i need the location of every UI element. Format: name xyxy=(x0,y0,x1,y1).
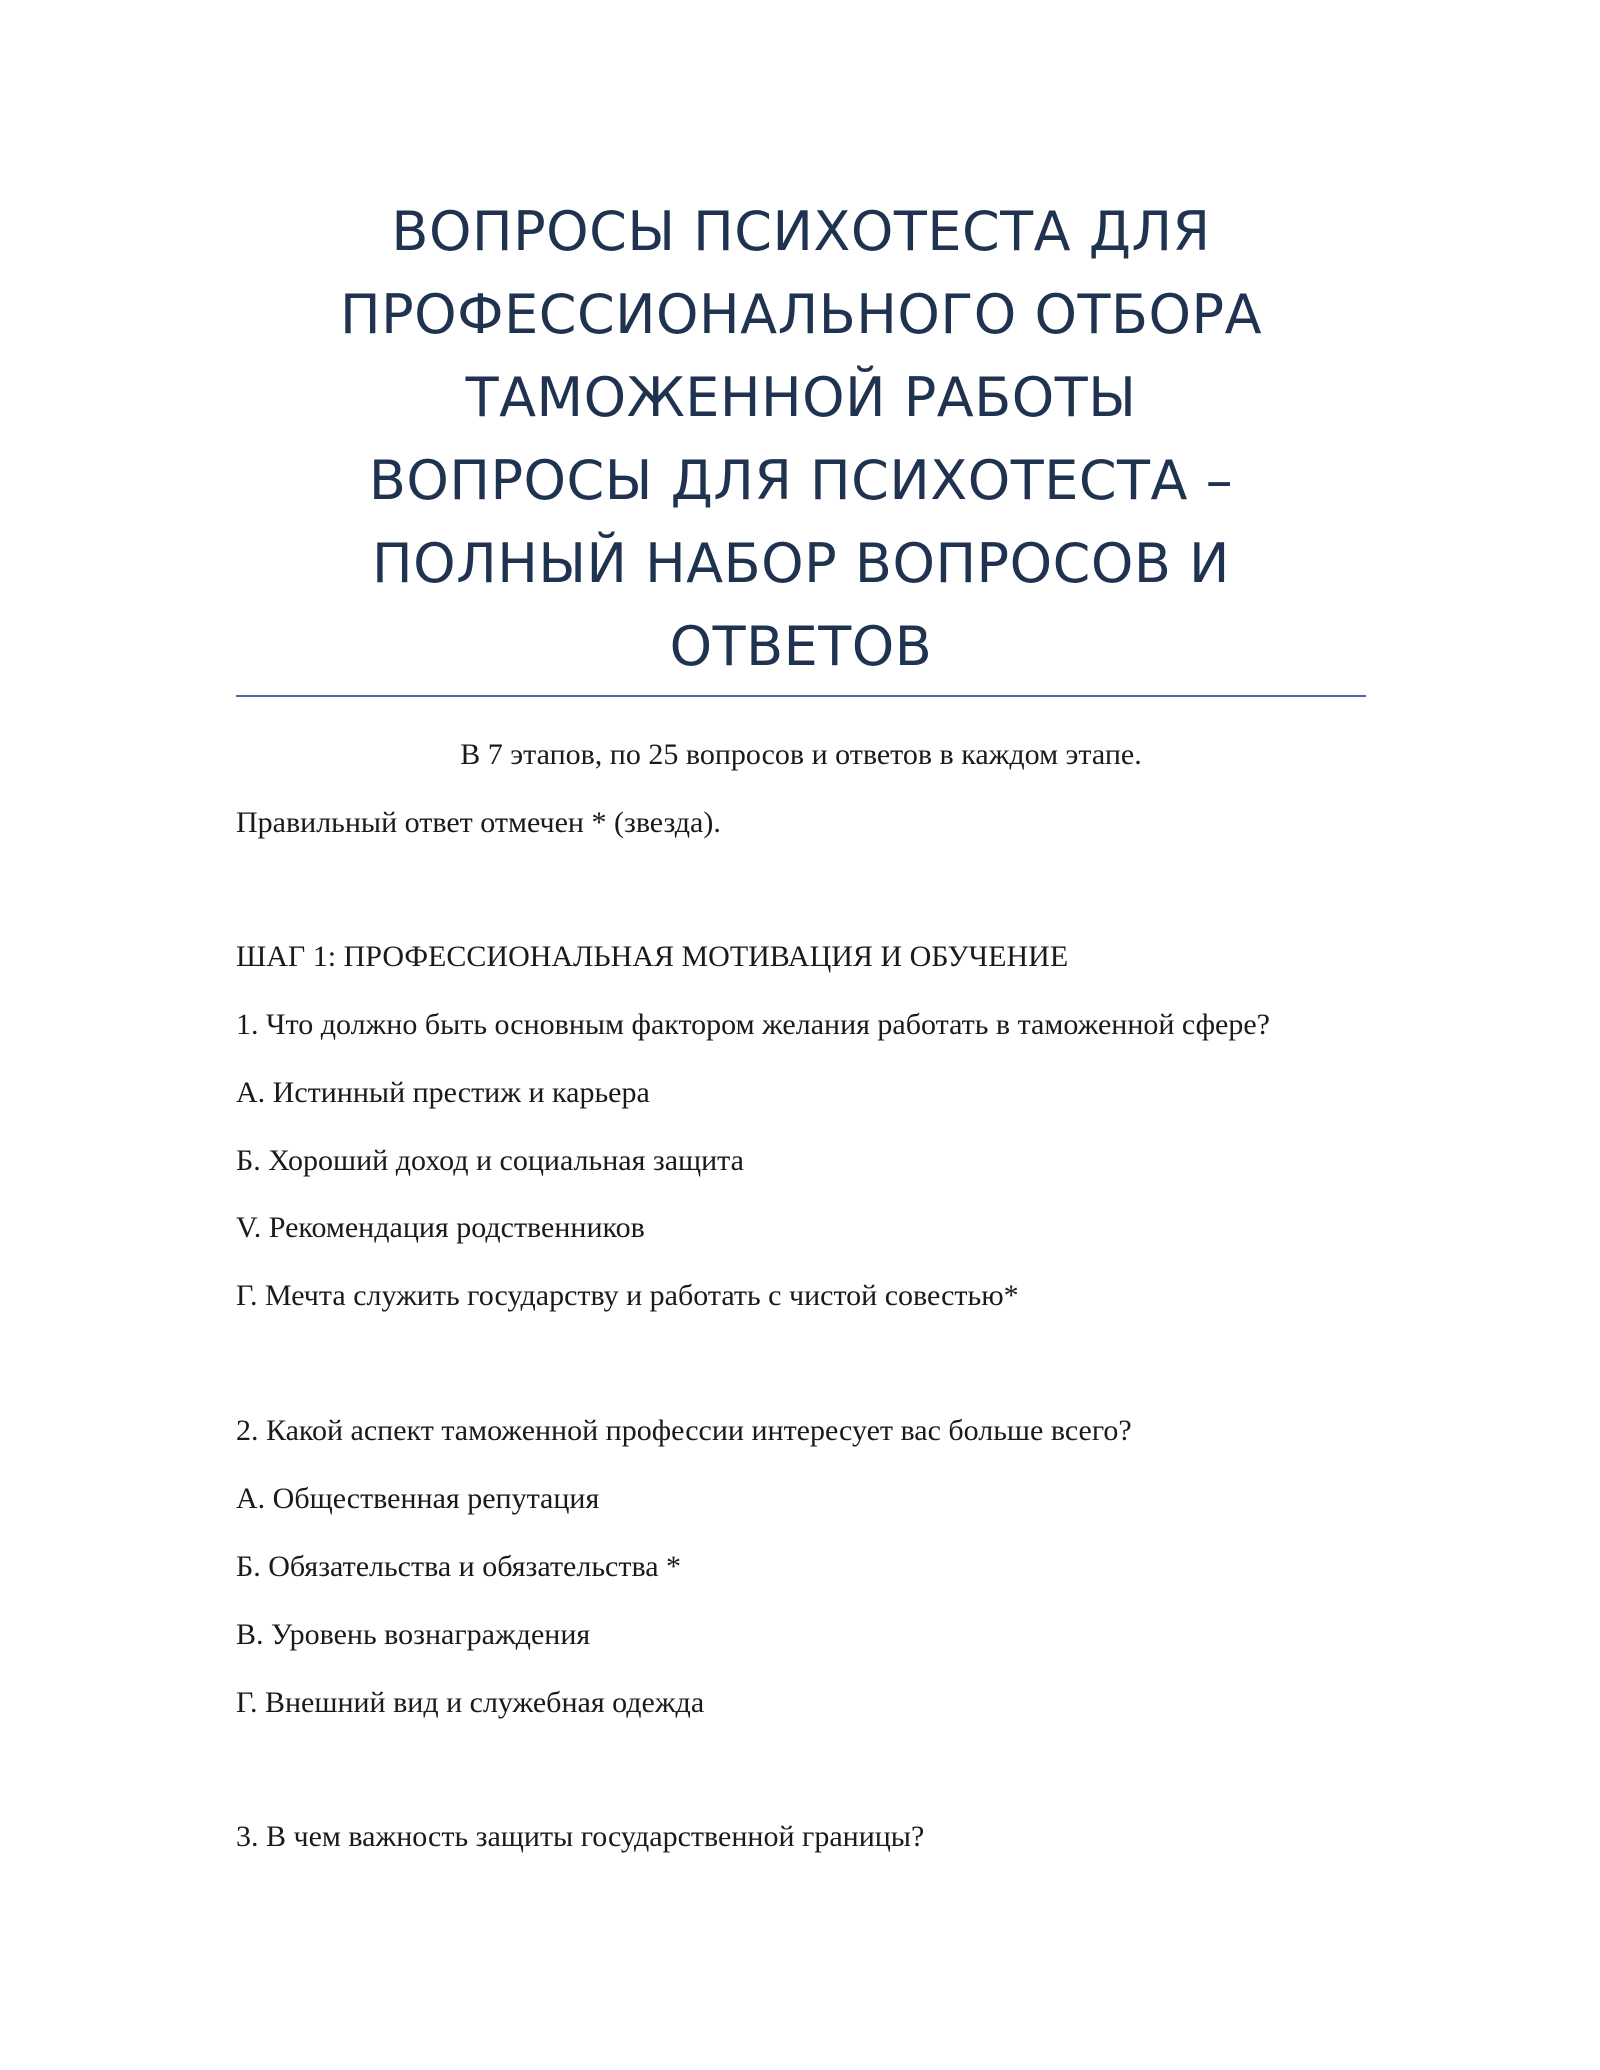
answer-option: Г. Внешний вид и служебная одежда xyxy=(236,1686,705,1719)
title-divider xyxy=(236,695,1366,697)
title-line: ВОПРОСЫ ПСИХОТЕСТА ДЛЯ xyxy=(391,200,1211,263)
note-paragraph: Правильный ответ отмечен * (звезда). xyxy=(236,806,721,839)
title-line: ТАМОЖЕННОЙ РАБОТЫ xyxy=(465,366,1137,429)
answer-option: А. Общественная репутация xyxy=(236,1482,600,1515)
answer-option: Б. Обязательства и обязательства * xyxy=(236,1550,682,1583)
question-text: 3. В чем важность защиты государственной границы? xyxy=(236,1820,925,1853)
answer-option: V. Рекомендация родственников xyxy=(236,1211,645,1244)
answer-option: Г. Мечта служить государству и работать с чистой совестью* xyxy=(236,1279,1019,1312)
question-text: 1. Что должно быть основным фактором желания работать в таможенной сфере? xyxy=(236,1008,1270,1041)
answer-option: В. Уровень вознаграждения xyxy=(236,1618,591,1651)
answer-option: Б. Хороший доход и социальная защита xyxy=(236,1144,744,1177)
title-line: ПРОФЕССИОНАЛЬНОГО ОТБОРА xyxy=(339,283,1263,346)
title-line: ОТВЕТОВ xyxy=(669,615,933,678)
document-title xyxy=(236,190,1366,688)
title-line: ВОПРОСЫ ДЛЯ ПСИХОТЕСТА – xyxy=(368,449,1234,512)
section-heading: ШАГ 1: ПРОФЕССИОНАЛЬНАЯ МОТИВАЦИЯ И ОБУЧЕНИЕ xyxy=(236,940,1069,973)
answer-option: А. Истинный престиж и карьера xyxy=(236,1076,650,1109)
intro-paragraph: В 7 этапов, по 25 вопросов и ответов в каждом этапе. xyxy=(460,738,1142,771)
question-text: 2. Какой аспект таможенной профессии интересует вас больше всего? xyxy=(236,1414,1132,1447)
title-line: ПОЛНЫЙ НАБОР ВОПРОСОВ И xyxy=(372,532,1230,595)
